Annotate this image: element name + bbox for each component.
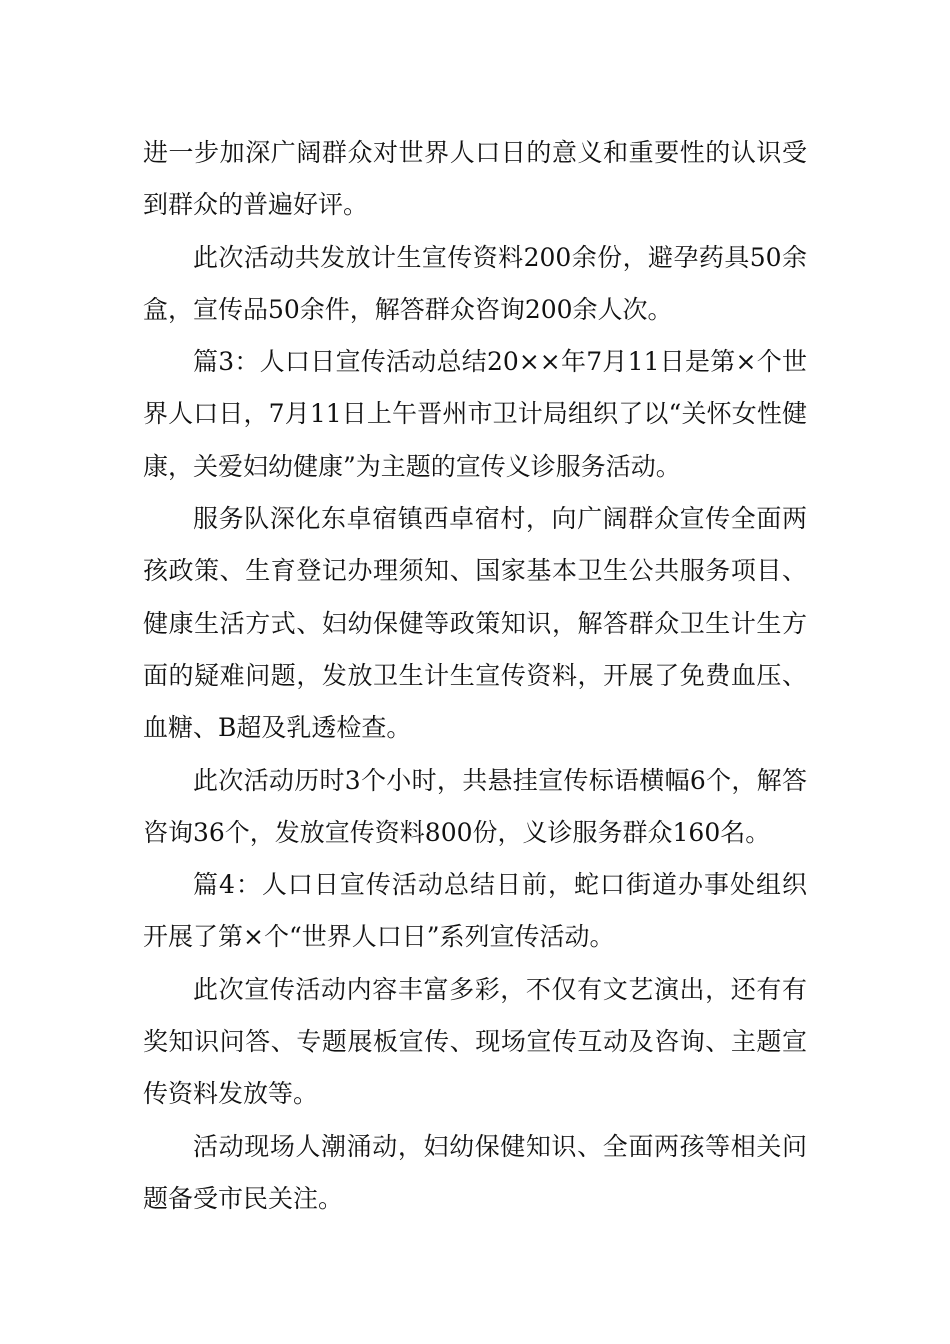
paragraph-section-4-intro: 篇4：人口日宣传活动总结日前，蛇口街道办事处组织开展了第×个“世界人口日”系列宣传活动。	[143, 870, 807, 952]
document-body	[143, 127, 807, 1225]
paragraph-continuation: 进一步加深广阔群众对世界人口日的意义和重要性的认识受到群众的普遍好评。	[143, 138, 807, 220]
paragraph-activity-stats: 此次活动历时3个小时，共悬挂宣传标语横幅6个，解答咨询36个，发放宣传资料800份，义诊服务群众160名。	[143, 765, 807, 847]
paragraph-service-team: 服务队深化东卓宿镇西卓宿村，向广阔群众宣传全面两孩政策、生育登记办理须知、国家基本卫生公共服务项目、健康生活方式、妇幼保健等政策知识，解答群众卫生计生方面的疑难问题，发放卫生计生宣传资料，开展了免费血压、血糖、B超及乳透检查。	[143, 504, 807, 743]
paragraph-materials-count: 此次活动共发放计生宣传资料200余份，避孕药具50余盒，宣传品50余件，解答群众咨询200余人次。	[143, 242, 807, 324]
paragraph-activity-scene: 活动现场人潮涌动，妇幼保健知识、全面两孩等相关问题备受市民关注。	[143, 1131, 807, 1213]
paragraph-section-3-intro: 篇3：人口日宣传活动总结20××年7月11日是第×个世界人口日，7月11日上午晋州市卫计局组织了以“关怀女性健康，关爱妇幼健康”为主题的宣传义诊服务活动。	[143, 347, 807, 481]
paragraph-activity-content: 此次宣传活动内容丰富多彩，不仅有文艺演出，还有有奖知识问答、专题展板宣传、现场宣传互动及咨询、主题宣传资料发放等。	[143, 974, 807, 1109]
